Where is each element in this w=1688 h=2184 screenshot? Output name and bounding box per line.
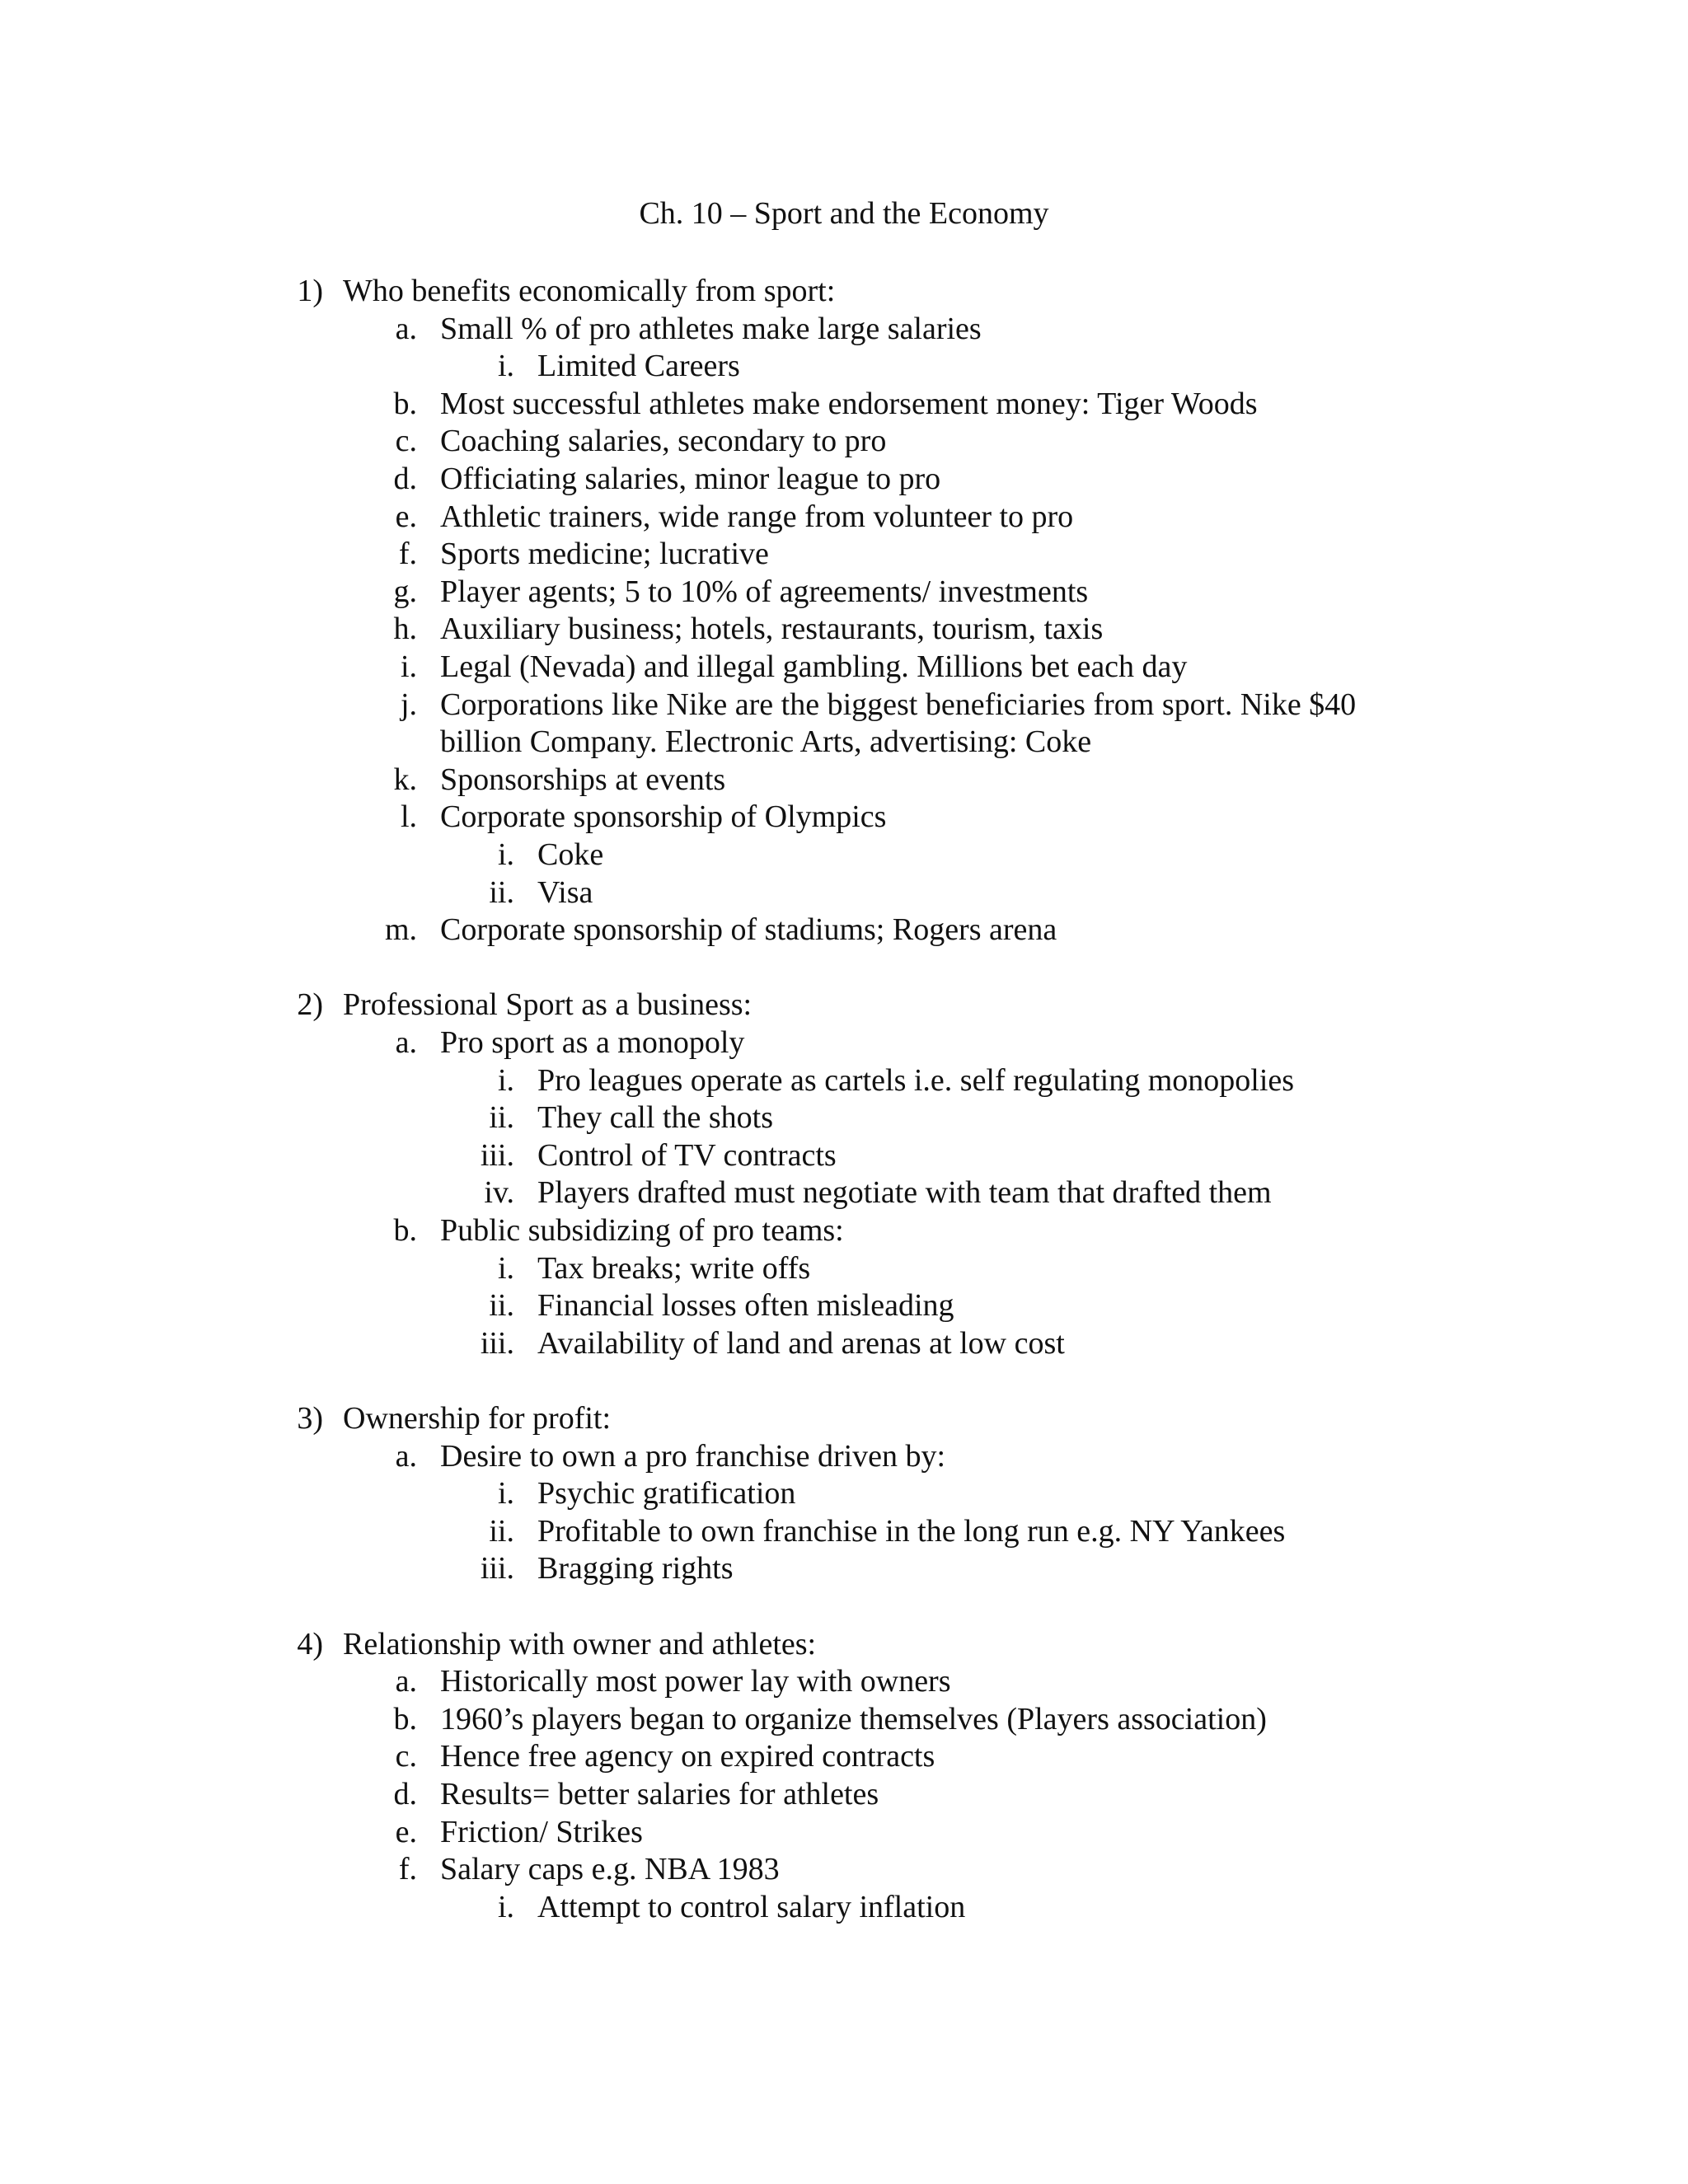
outline-item-marker: i. bbox=[400, 649, 417, 684]
outline-item-marker: i. bbox=[497, 349, 514, 384]
outline-item-marker: e. bbox=[395, 1814, 417, 1849]
outline-item-text: Corporations like Nike are the biggest beneficiaries from sport. Nike $40 bbox=[440, 687, 1357, 722]
outline-item-marker: c. bbox=[395, 424, 417, 459]
outline-item-text: billion Company. Electronic Arts, advertising: Coke bbox=[440, 724, 1092, 760]
outline-item-text: 1960’s players began to organize themselves (Players association) bbox=[440, 1701, 1267, 1736]
outline-item-marker: i. bbox=[497, 1476, 514, 1511]
outline-item-text: Corporate sponsorship of stadiums; Rogers arena bbox=[440, 912, 1057, 948]
outline-item-text: Tax breaks; write offs bbox=[537, 1250, 811, 1286]
outline-item-text: They call the shots bbox=[537, 1100, 773, 1136]
outline-item-marker: 1) bbox=[297, 274, 323, 308]
outline-item-marker: e. bbox=[395, 499, 417, 534]
outline-item-text: Results= better salaries for athletes bbox=[440, 1777, 879, 1811]
outline-item-text: Availability of land and arenas at low cost bbox=[537, 1325, 1065, 1361]
outline-item-text: Sponsorships at events bbox=[440, 762, 726, 797]
outline-item-marker: g. bbox=[393, 574, 417, 609]
outline-item-marker: 3) bbox=[297, 1401, 323, 1436]
outline-item-marker: b. bbox=[393, 1701, 417, 1736]
outline-item-marker: f. bbox=[398, 537, 417, 572]
outline-item-marker: i. bbox=[497, 1062, 514, 1098]
outline-item-text: Most successful athletes make endorsement money: Tiger Woods bbox=[440, 386, 1258, 421]
outline-item-marker: c. bbox=[395, 1739, 417, 1774]
outline-item-marker: k. bbox=[393, 762, 417, 797]
outline-item-marker: h. bbox=[393, 612, 417, 647]
outline-item-text: Legal (Nevada) and illegal gambling. Millions bet each day bbox=[440, 649, 1188, 684]
outline-item-marker: iii. bbox=[480, 1551, 514, 1586]
outline-item-text: Players drafted must negotiate with team that drafted them bbox=[537, 1175, 1272, 1211]
outline-item-text: Auxiliary business; hotels, restaurants, tourism, taxis bbox=[440, 612, 1104, 647]
outline-item-text: Historically most power lay with owners bbox=[440, 1664, 951, 1699]
outline-item-text: Officiating salaries, minor league to pro bbox=[440, 462, 941, 496]
outline-item-marker: ii. bbox=[489, 1288, 514, 1324]
outline-item-text: Salary caps e.g. NBA 1983 bbox=[440, 1852, 780, 1887]
outline-item-marker: ii. bbox=[489, 874, 514, 910]
outline-item-marker: l. bbox=[400, 799, 417, 835]
outline-item-marker: a. bbox=[395, 1438, 417, 1474]
outline-item-text: Ownership for profit: bbox=[343, 1401, 612, 1436]
outline-item-marker: i. bbox=[497, 1250, 514, 1286]
outline-item-text: Who benefits economically from sport: bbox=[343, 274, 836, 308]
outline-item-text: Small % of pro athletes make large salaries bbox=[440, 311, 982, 346]
outline-item-marker: iii. bbox=[480, 1325, 514, 1361]
outline-item-text: Professional Sport as a business: bbox=[343, 987, 753, 1023]
outline-item-marker: b. bbox=[393, 1213, 417, 1248]
outline-item-marker: a. bbox=[395, 311, 417, 346]
outline-item-text: Hence free agency on expired contracts bbox=[440, 1739, 935, 1774]
outline-item-marker: iii. bbox=[480, 1137, 514, 1173]
outline-item-text: Bragging rights bbox=[537, 1551, 734, 1586]
outline-item-marker: i. bbox=[497, 1889, 514, 1924]
outline-item-text: Athletic trainers, wide range from volunteer to pro bbox=[440, 499, 1074, 534]
outline-item-text: Corporate sponsorship of Olympics bbox=[440, 799, 887, 835]
outline-item-marker: i. bbox=[497, 837, 514, 872]
outline-item-marker: a. bbox=[395, 1025, 417, 1060]
outline-item-text: Financial losses often misleading bbox=[537, 1288, 954, 1324]
outline-item-text: Control of TV contracts bbox=[537, 1137, 837, 1173]
outline-item-marker: f. bbox=[398, 1852, 417, 1887]
outline-item-text: Limited Careers bbox=[537, 349, 740, 384]
outline-item-text: Attempt to control salary inflation bbox=[537, 1889, 966, 1924]
outline-item-marker: j. bbox=[400, 687, 417, 722]
outline-item-marker: 4) bbox=[297, 1626, 323, 1661]
outline-item-text: Pro leagues operate as cartels i.e. self regulating monopolies bbox=[537, 1062, 1295, 1098]
outline-item-marker: d. bbox=[393, 462, 417, 496]
outline-item-text: Public subsidizing of pro teams: bbox=[440, 1213, 844, 1248]
outline-item-marker: ii. bbox=[489, 1100, 514, 1136]
outline-item-marker: iv. bbox=[484, 1175, 514, 1211]
outline-item-marker: b. bbox=[393, 386, 417, 421]
outline-item-marker: ii. bbox=[489, 1513, 514, 1549]
outline-item-marker: 2) bbox=[297, 987, 323, 1023]
outline-item-text: Profitable to own franchise in the long run e.g. NY Yankees bbox=[537, 1513, 1286, 1549]
page-title: Ch. 10 – Sport and the Economy bbox=[639, 196, 1049, 231]
outline-item-text: Visa bbox=[537, 874, 593, 910]
outline-item-marker: a. bbox=[395, 1664, 417, 1699]
outline-item-text: Coke bbox=[537, 837, 604, 872]
outline-item-text: Friction/ Strikes bbox=[440, 1814, 643, 1849]
outline-item-text: Relationship with owner and athletes: bbox=[343, 1626, 817, 1661]
outline-item-text: Psychic gratification bbox=[537, 1476, 796, 1511]
outline-item-text: Player agents; 5 to 10% of agreements/ investments bbox=[440, 574, 1089, 609]
outline-item-text: Sports medicine; lucrative bbox=[440, 537, 769, 572]
outline-item-text: Desire to own a pro franchise driven by: bbox=[440, 1438, 946, 1474]
outline-item-marker: d. bbox=[393, 1777, 417, 1811]
outline-item-text: Pro sport as a monopoly bbox=[440, 1025, 745, 1060]
outline-item-marker: m. bbox=[384, 912, 417, 948]
outline-item-text: Coaching salaries, secondary to pro bbox=[440, 424, 887, 459]
